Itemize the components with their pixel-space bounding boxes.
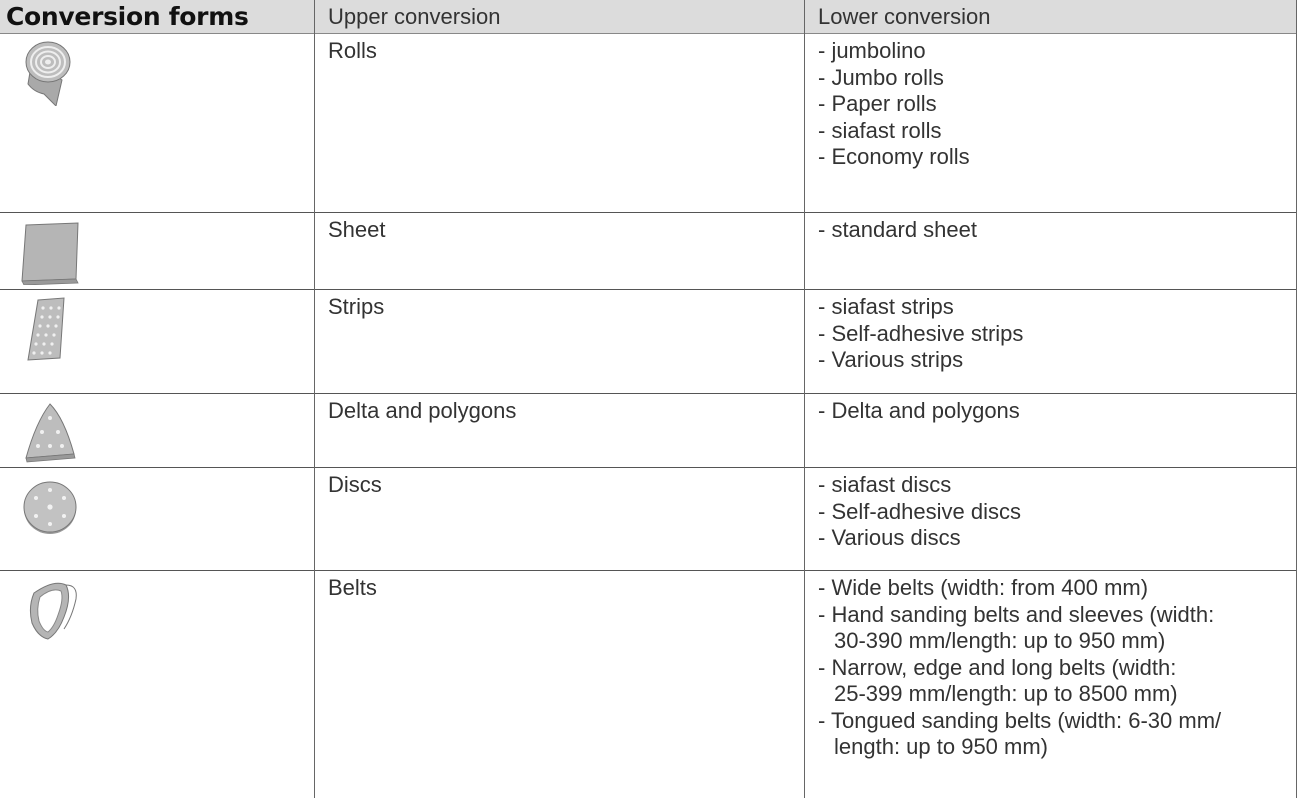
- table-row: [0, 468, 1297, 571]
- upper-conversion-strips: Strips: [328, 294, 385, 319]
- table-row: [0, 290, 1297, 394]
- header-conversion-forms: Conversion forms: [6, 2, 249, 31]
- lower-conversion-list: [818, 472, 1021, 552]
- list-item: - Various discs: [818, 525, 961, 550]
- column-divider: [314, 0, 315, 798]
- list-item: - standard sheet: [818, 217, 977, 242]
- table-row: [0, 394, 1297, 468]
- lower-conversion-list: [818, 38, 970, 171]
- roll-icon: [18, 40, 88, 100]
- list-item: - Hand sanding belts and sleeves (width:: [818, 601, 1215, 627]
- belt-icon: [18, 577, 88, 637]
- table-row: [0, 213, 1297, 290]
- upper-conversion-discs: Discs: [328, 472, 382, 497]
- upper-conversion-delta: Delta and polygons: [328, 398, 517, 423]
- list-item: - Self-adhesive strips: [818, 320, 1024, 346]
- list-item: - jumbolino: [818, 38, 926, 63]
- lower-conversion-list: [818, 398, 1020, 425]
- list-item: - Paper rolls: [818, 91, 937, 116]
- list-item: - Wide belts (width: from 400 mm): [818, 575, 1149, 600]
- table-row: [0, 34, 1297, 213]
- upper-conversion-sheet: Sheet: [328, 217, 386, 242]
- list-item: - Jumbo rolls: [818, 64, 944, 90]
- list-item: - Narrow, edge and long belts (width:: [818, 654, 1177, 680]
- list-item-continuation: length: up to 950 mm): [834, 734, 1049, 759]
- upper-conversion-rolls: Rolls: [328, 38, 377, 63]
- list-item: - siafast rolls: [818, 117, 942, 143]
- header-lower-conversion: Lower conversion: [818, 4, 991, 29]
- lower-conversion-list: [818, 294, 1023, 374]
- list-item-continuation: 30-390 mm/length: up to 950 mm): [834, 628, 1166, 653]
- list-item: - Tongued sanding belts (width: 6-30 mm/: [818, 707, 1222, 733]
- column-divider: [804, 0, 805, 798]
- table-row: [0, 571, 1297, 798]
- disc-icon: [18, 474, 88, 534]
- list-item: - siafast strips: [818, 294, 954, 319]
- list-item: - Various strips: [818, 347, 964, 372]
- lower-conversion-list: [818, 575, 1221, 761]
- strip-icon: [18, 296, 88, 356]
- upper-conversion-belts: Belts: [328, 575, 377, 600]
- list-item-continuation: 25-399 mm/length: up to 8500 mm): [834, 681, 1178, 706]
- list-item: - Self-adhesive discs: [818, 498, 1021, 524]
- header-upper-conversion: Upper conversion: [328, 4, 501, 29]
- list-item: - Economy rolls: [818, 144, 970, 169]
- delta-icon: [18, 400, 88, 460]
- sheet-icon: [18, 219, 88, 279]
- list-item: - Delta and polygons: [818, 398, 1020, 423]
- list-item: - siafast discs: [818, 472, 952, 497]
- lower-conversion-list: [818, 217, 977, 244]
- table-header: [0, 0, 1297, 34]
